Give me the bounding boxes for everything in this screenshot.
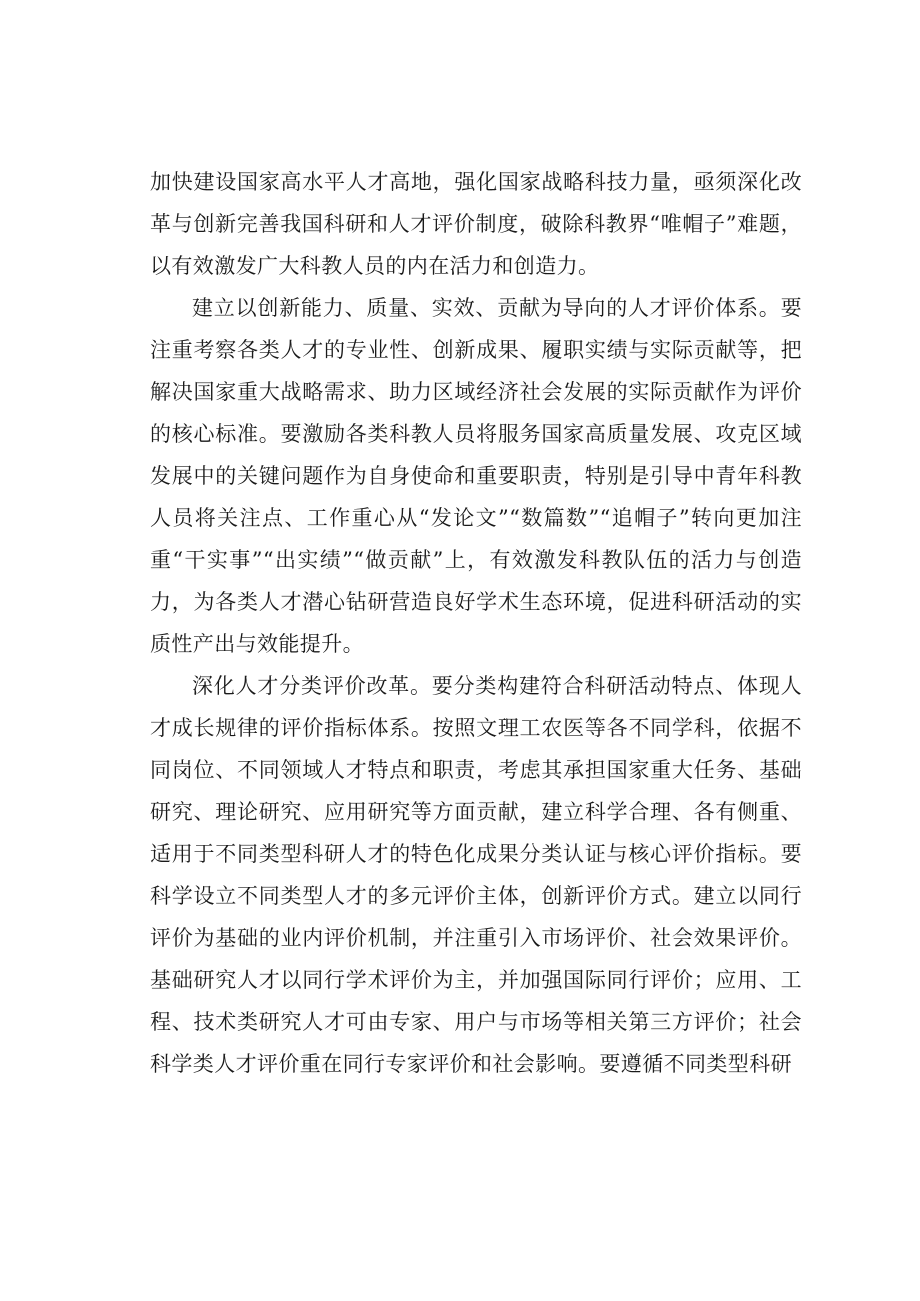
paragraph-classified-evaluation: 深化人才分类评价改革。要分类构建符合科研活动特点、体现人才成长规律的评价指标体系。按照文理工农医等各不同学科，依据不同岗位、不同领域人才特点和职责，考虑其承担国家重大任务、基础研究、理论研究、应用研究等方面贡献，建立科学合理、各有侧重、适用于不同类型科研人才的特色化成果分类认证与核心评价指标。要科学设立不同类型人才的多元评价主体，创新评价方式。建立以同行评价为基础的业内评价机制，并注重引入市场评价、社会效果评价。基础研究人才以同行学术评价为主，并加强国际同行评价；应用、工程、技术类研究人才可由专家、用户与市场等相关第三方评价；社会科学类人才评价重在同行专家评价和社会影响。要遵循不同类型科研 — [150, 674, 802, 1076]
document-body — [150, 161, 802, 1085]
paragraph-evaluation-system: 建立以创新能力、质量、实效、贡献为导向的人才评价体系。要注重考察各类人才的专业性、创新成果、履职实绩与实际贡献等，把解决国家重大战略需求、助力区域经济社会发展的实际贡献作为评价的核心标准。要激励各类科教人员将服务国家高质量发展、攻克区域发展中的关键问题作为自身使命和重要职责，特别是引导中青年科教人员将关注点、工作重心从“发论文”“数篇数”“追帽子”转向更加注重“干实事”“出实绩”“做贡献”上，有效激发科教队伍的活力与创造力，为各类人才潜心钻研营造良好学术生态环境，促进科研活动的实质性产出与效能提升。 — [150, 296, 802, 656]
paragraph-intro: 加快建设国家高水平人才高地，强化国家战略科技力量，亟须深化改革与创新完善我国科研和人才评价制度，破除科教界“唯帽子”难题，以有效激发广大科教人员的内在活力和创造力。 — [150, 170, 802, 278]
